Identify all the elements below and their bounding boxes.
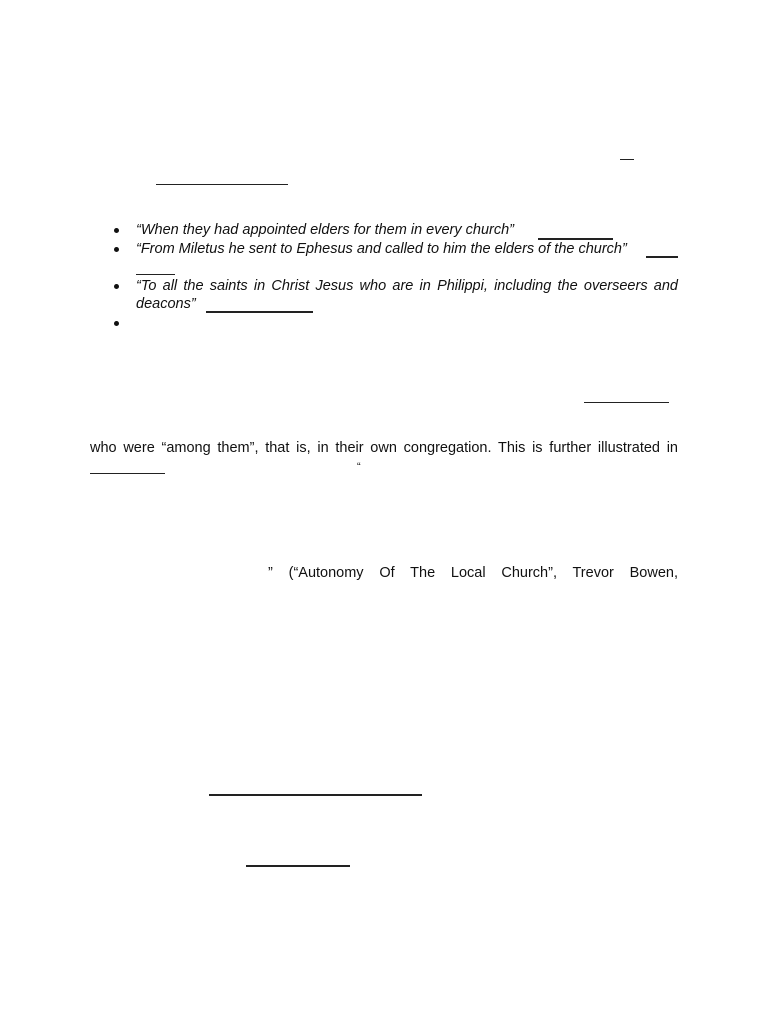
body-paragraph: who were “among them”, that is, in their own congregation. This is further illustrated in <box>90 440 678 456</box>
blank-line <box>206 311 313 313</box>
blank-line <box>209 794 422 796</box>
bullet-marker <box>114 247 119 252</box>
blank-line <box>584 402 669 403</box>
blank-line <box>246 865 350 867</box>
bullet-text: “When they had appointed elders for them in every church” <box>136 222 515 238</box>
bullet-marker <box>114 228 119 233</box>
open-quote: “ <box>357 461 361 473</box>
bullet-marker <box>114 321 119 326</box>
citation-line: ” (“Autonomy Of The Local Church”, Trevor Bowen, <box>268 565 678 581</box>
bullet-text: “From Miletus he sent to Ephesus and called to him the elders of the church” <box>136 241 627 257</box>
bullet-text: “To all the saints in Christ Jesus who are in Philippi, including the overseers and <box>136 278 678 294</box>
blank-line <box>90 473 165 474</box>
blank-line <box>646 256 678 258</box>
blank-line-top-short <box>620 159 634 160</box>
blank-line-top <box>156 184 288 185</box>
blank-line-continued <box>136 274 175 275</box>
bullet-marker <box>114 284 119 289</box>
bullet-text-continued: deacons” <box>136 296 196 312</box>
